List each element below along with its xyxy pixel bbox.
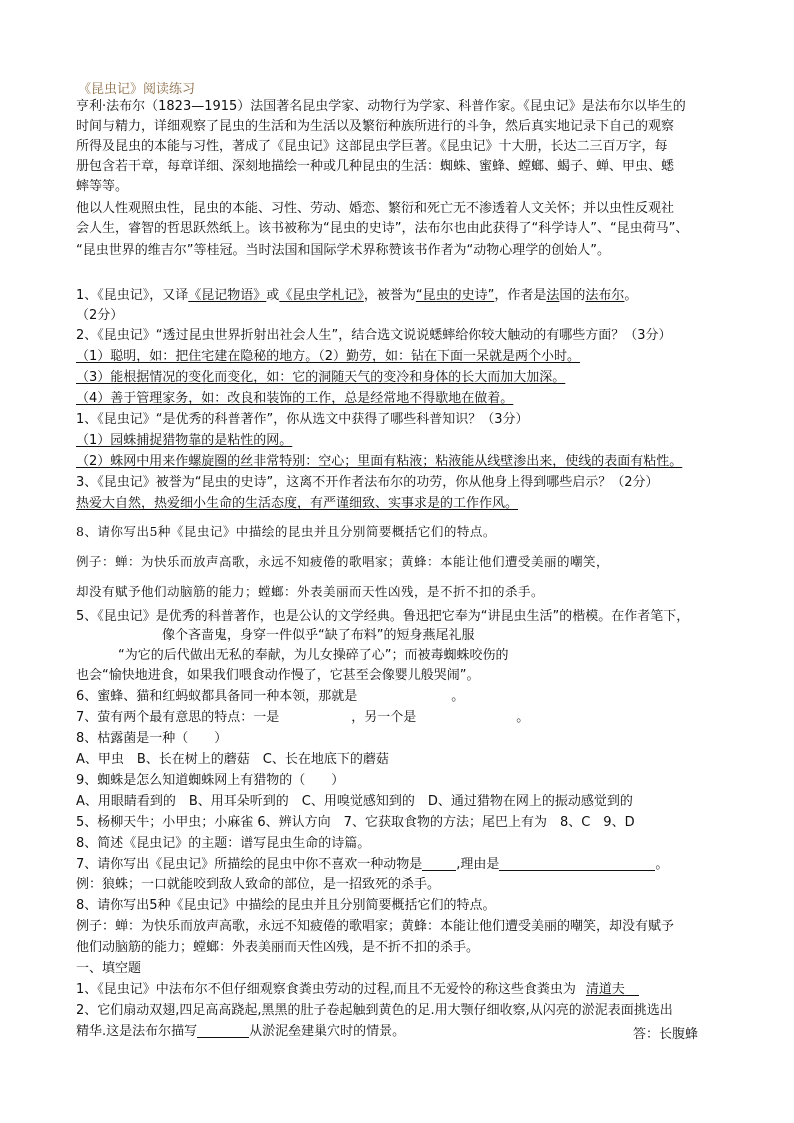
question-text: ，另一个是 xyxy=(351,710,417,725)
question-text: 国的 xyxy=(559,288,586,303)
example-line: 例：狼蛛；一口就能咬到敌人致命的部位，是一招致死的杀手。 xyxy=(76,877,441,892)
fill-question-6 xyxy=(76,688,726,706)
intro-line: 他以人性观照虫性，昆虫的本能、习性、劳动、婚恋、繁衍和死亡无不渗透着人文关怀；并以虫性反观社 xyxy=(76,201,675,216)
question-4: 3、《昆虫记》被誉为“昆虫的史诗”，这离不开作者法布尔的功劳，你从他身上得到哪些启示？（2分） xyxy=(76,475,659,490)
answer-text: “昆虫的史诗” xyxy=(415,288,495,303)
answer-line xyxy=(76,495,726,513)
question-text: 1、《昆虫记》，又译 xyxy=(76,288,189,303)
question-text: 7、请你写出《昆虫记》所描绘的昆虫中你不喜欢一种动物是 xyxy=(76,857,423,872)
question-text: 从淤泥垒建巢穴时的情景。 xyxy=(249,1024,406,1039)
answer-blank[interactable] xyxy=(422,857,456,871)
fill-question-8c: 8、请你写出5种《昆虫记》中描绘的昆虫并且分别简要概括它们的特点。 xyxy=(76,898,496,913)
answer-text: 《昆记物语》 xyxy=(188,288,267,303)
question-2: 2、《昆虫记》“透过昆虫世界折射出社会人生”，结合选文说说蟋蟀给你较大触动的有哪些方面？（3分） xyxy=(76,328,672,343)
answer-text: 《昆虫学札记》 xyxy=(279,288,364,303)
question-text: 精华.这是法布尔描写 xyxy=(76,1024,198,1039)
answer-text: 法布尔 xyxy=(585,288,625,303)
answers-line: 5、杨柳天牛；小甲虫；小麻雀 6、辨认方向 7、它获取食物的方法；尾巴上有为 8、C 9、D xyxy=(76,815,635,830)
answer-line xyxy=(76,432,726,450)
fill-question-8b: 8、简述《昆虫记》的主题：谱写昆虫生命的诗篇。 xyxy=(76,836,371,851)
intro-line: 亨利·法布尔（1823—1915）法国著名昆虫学家、动物行为学家、科普作家。《昆虫记》是法布尔以毕生的 xyxy=(76,99,686,114)
intro-line: 所得及昆虫的本能与习性，著成了《昆虫记》这部昆虫学巨著。《昆虫记》十大册，长达二三百万字，每 xyxy=(76,139,668,154)
intro-line: “昆虫世界的维吉尔”等桂冠。当时法国和国际学术界称赞该书作者为“动物心理学的创始人”。 xyxy=(76,243,610,258)
question-line: 也会“愉快地进食，如果我们喂食动作慢了，它甚至会像婴儿般哭闹”。 xyxy=(76,668,480,683)
answer-line xyxy=(76,369,726,387)
fill-question-7c xyxy=(76,856,726,874)
question-6: 5、《昆虫记》是优秀的科普著作，也是公认的文学经典。鲁迅把它奉为“讲昆虫生活”的楷模。在作者笔下， xyxy=(76,609,690,624)
question-text: 或 xyxy=(266,288,280,303)
question-text: ,理由是 xyxy=(456,857,500,872)
answer-text: （4）善于管理家务，如：改良和装饰的工作，总是经常地不得歇地在做着。 xyxy=(76,391,514,406)
intro-line: 时间与精力，详细观察了昆虫的生活和为生活以及繁衍种族所进行的斗争，然后真实地记录下自己的观察 xyxy=(76,119,675,134)
intro-line: 会人生，睿智的哲思跃然纸上。该书被称为“昆虫的史诗”，法布尔也由此获得了“科学诗人”、“昆虫荷马”、 xyxy=(76,221,689,236)
answer-line xyxy=(76,453,726,471)
answer-note: 答：长腹蜂 xyxy=(633,1027,699,1042)
page-title: 《昆虫记》阅读练习 xyxy=(78,82,196,97)
answer-text: （2）蛛网中用来作螺旋圈的丝非常特别：空心；里面有粘液；粘液能从线壁渗出来，使线的表面有粘性。 xyxy=(76,454,683,469)
answer-text: 法 xyxy=(546,288,560,303)
question-text: ，被誉为 xyxy=(363,288,416,303)
intro-line: 册包含若干章，每章详细、深刻地描绘一种或几种昆虫的生活：蜘蛛、蜜蜂、螳螂、蝎子、蝉、甲虫、蟋 xyxy=(76,159,675,174)
answer-text: （3）能根据情况的变化而变化，如：它的洞随天气的变冷和身体的长大而加大加深。 xyxy=(76,370,566,385)
answer-text: 热爱大自然，热爱细小生命的生活态度，有严谨细致、实事求是的工作作风。 xyxy=(76,496,519,511)
question-line: 像个吝啬鬼，身穿一件似乎“缺了布料”的短身燕尾礼服 xyxy=(162,628,475,643)
answer-text: （1）园蛛捕捉猎物靠的是粘性的网。 xyxy=(76,433,293,448)
section-question-1 xyxy=(76,981,726,999)
question-line: “为它的后代做出无私的奉献，为儿女操碎了心”；而被毒蜘蛛咬伤的 xyxy=(118,648,509,663)
fill-question-8: 8、枯露菌是一种（ ） xyxy=(76,731,228,746)
fill-question-9: 9、蜘蛛是怎么知道蜘蛛网上有猎物的（ ） xyxy=(76,773,345,788)
section-question-2: 2、它们扇动双翅,四足高高跷起,黑黑的肚子卷起触到黄色的足.用大颚仔细收察,从闪亮的淤泥表面挑选出 xyxy=(76,1003,673,1018)
example-line: 他们动脑筋的能力；螳螂：外表美丽而天性凶残，是不折不扣的杀手。 xyxy=(76,940,480,955)
options-line: A、甲虫 B、长在树上的蘑菇 C、长在地底下的蘑菇 xyxy=(76,752,389,767)
question-text: ，作者是 xyxy=(494,288,547,303)
answer-line xyxy=(76,348,726,366)
example-line: 例子：蝉：为快乐而放声高歌，永远不知疲倦的歌唱家；黄蜂：本能让他们遭受美丽的嘲笑， xyxy=(76,554,610,569)
fill-question-7 xyxy=(76,709,726,727)
question-text: 1、《昆虫记》中法布尔不但仔细观察食粪虫劳动的过程,而且不无爱怜的称这些食粪虫为 xyxy=(76,982,576,997)
answer-text: 清道夫 xyxy=(585,982,625,997)
question-text: 。 xyxy=(516,710,530,725)
answer-blank[interactable] xyxy=(197,1024,249,1038)
example-line: 却没有赋予他们动脑筋的能力；螳螂：外表美丽而天性凶残，是不折不扣的杀手。 xyxy=(76,584,545,599)
score-note: （2分） xyxy=(76,308,124,323)
section-title: 一、填空题 xyxy=(76,961,142,976)
question-text: 。 xyxy=(624,288,638,303)
answer-line xyxy=(76,390,726,408)
question-1 xyxy=(76,287,726,305)
question-5: 8、请你写出5种《昆虫记》中描绘的昆虫并且分别简要概括它们的特点。 xyxy=(76,524,496,539)
example-line: 例子：蝉：为快乐而放声高歌，永远不知疲倦的歌唱家；黄蜂：本能让他们遭受美丽的嘲笑，却没有赋予 xyxy=(76,919,675,934)
question-text: 7、萤有两个最有意思的特点：一是 xyxy=(76,710,280,725)
question-3: 1、《昆虫记》“是优秀的科普著作”，你从选文中获得了哪些科普知识？（3分） xyxy=(76,412,529,427)
options-line: A、用眼睛看到的 B、用耳朵听到的 C、用嗅觉感知到的 D、通过猎物在网上的振动感觉到的 xyxy=(76,794,633,809)
question-text: 。 xyxy=(655,857,669,872)
question-text: 。 xyxy=(451,689,465,704)
intro-line: 蟀等等。 xyxy=(76,179,129,194)
answer-text: （1）聪明，如：把住宅建在隐秘的地方。（2）勤劳，如：钻在下面一呆就是两个小时。 xyxy=(76,349,581,364)
question-text: 6、蜜蜂、猫和红蚂蚁都具备同一种本领，那就是 xyxy=(76,689,358,704)
section-question-2-cont xyxy=(76,1023,726,1041)
answer-blank[interactable] xyxy=(499,857,655,871)
